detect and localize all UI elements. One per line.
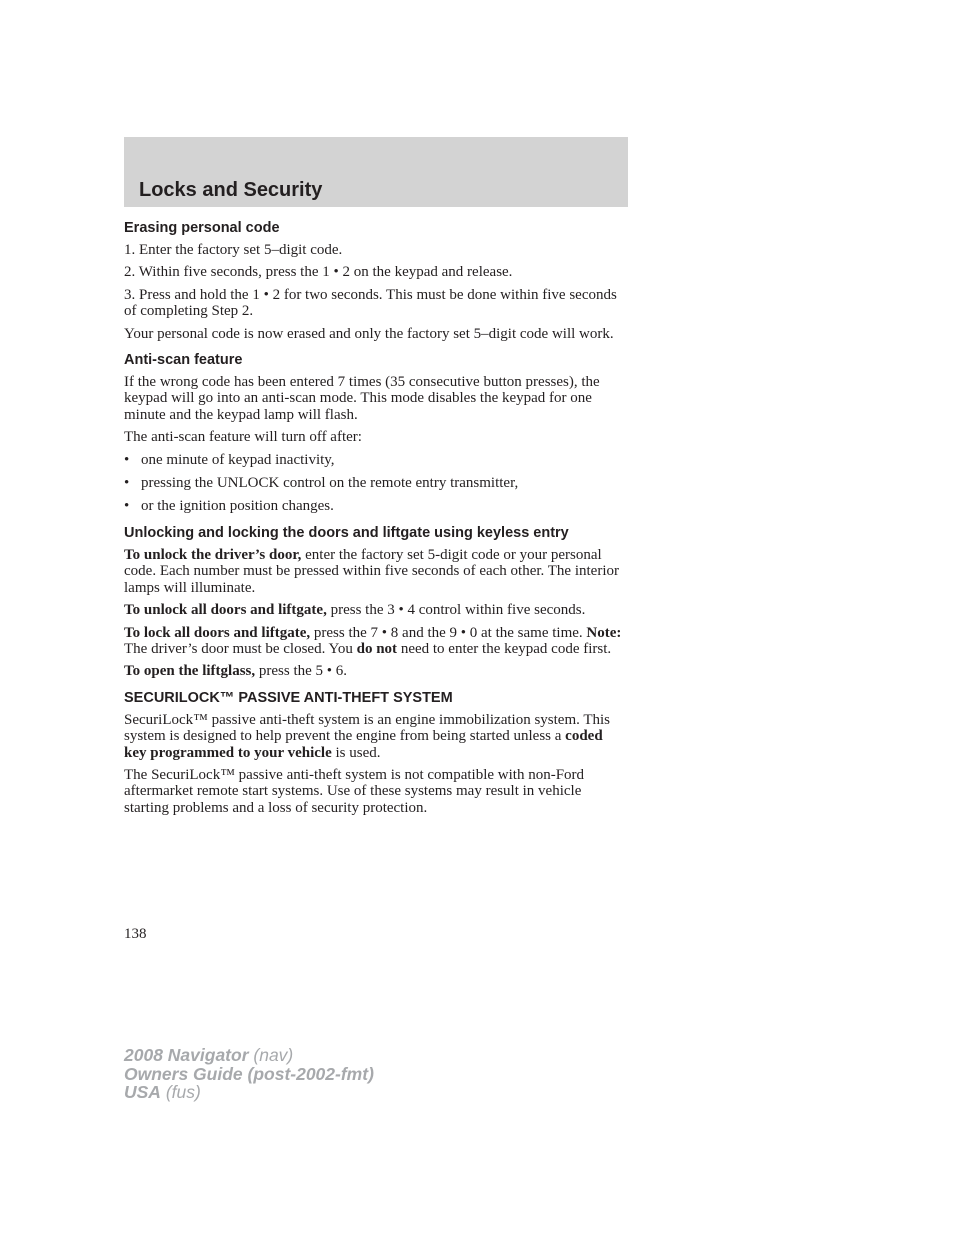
- heading-keyless-entry: Unlocking and locking the doors and liftgate using keyless entry: [124, 524, 569, 541]
- page-number: 138: [124, 926, 147, 942]
- bullet-icon: •: [124, 451, 130, 468]
- footer-line-3: [124, 1083, 374, 1102]
- emphasis-coded-key: coded key programmed to your vehicle: [124, 728, 603, 761]
- list-item: [124, 498, 628, 514]
- bullet-icon: •: [124, 498, 130, 515]
- footer-market-code: (fus): [160, 1082, 201, 1102]
- keyless-unlock-all-doors: [124, 602, 628, 618]
- paragraph-text: press the 3 • 4 control within five seconds.: [326, 602, 586, 619]
- heading-anti-scan-feature: Anti-scan feature: [124, 352, 243, 369]
- paragraph-text: SecuriLock™ passive anti-theft system is an engine immobilization system. This system is designed to help prevent the engine from being started unless a: [124, 711, 611, 745]
- document-footer: [124, 1046, 374, 1102]
- paragraph-text: press the 7 • 8 and the 9 • 0 at the same time.: [310, 624, 587, 641]
- bold-lead-in: To unlock the driver’s door,: [124, 546, 302, 563]
- erasing-step-2: 2. Within five seconds, press the 1 • 2 on the keypad and release.: [124, 264, 513, 281]
- note-label: Note:: [586, 624, 622, 641]
- paragraph-text: need to enter the keypad code first.: [397, 640, 612, 657]
- bold-lead-in: To unlock all doors and liftgate,: [124, 602, 327, 619]
- erasing-result: Your personal code is now erased and only the factory set 5–digit code will work.: [124, 325, 614, 342]
- footer-guide-name: Owners Guide (post-2002-fmt): [124, 1063, 374, 1084]
- footer-line-2: [124, 1065, 374, 1084]
- heading-erasing-personal-code: Erasing personal code: [124, 220, 280, 236]
- bold-lead-in: To open the liftglass,: [124, 663, 256, 680]
- paragraph-text: The driver’s door must be closed. You: [124, 640, 357, 657]
- keyless-open-liftglass: [124, 663, 628, 679]
- heading-securilock: SECURILOCK™ PASSIVE ANTI-THEFT SYSTEM: [124, 689, 453, 706]
- section-header-band: [124, 137, 628, 207]
- anti-scan-bullet-list: [124, 452, 628, 515]
- erasing-step-3: 3. Press and hold the 1 • 2 for two seconds. This must be done within five seconds of completing Step 2.: [124, 286, 617, 320]
- erasing-step-1: 1. Enter the factory set 5–digit code.: [124, 242, 343, 258]
- keyless-unlock-driver-door: [124, 547, 628, 596]
- paragraph-text: enter the factory set 5-digit code or your personal code. Each number must be pressed within five seconds of each other. The interior lamps will illuminate.: [124, 546, 619, 596]
- securilock-paragraph-1: [124, 712, 628, 761]
- bold-lead-in: To lock all doors and liftgate,: [124, 624, 311, 641]
- list-item-text: or the ignition position changes.: [141, 498, 334, 515]
- footer-market: USA: [124, 1082, 161, 1102]
- page-content: [124, 219, 628, 822]
- list-item-text: pressing the UNLOCK control on the remote entry transmitter,: [141, 475, 519, 492]
- footer-model-code: (nav): [248, 1045, 294, 1065]
- keyless-lock-all-doors: [124, 625, 628, 658]
- list-item-text: one minute of keypad inactivity,: [141, 451, 335, 468]
- paragraph-text: is used.: [331, 744, 381, 761]
- footer-model: 2008 Navigator: [124, 1045, 249, 1065]
- footer-line-1: [124, 1046, 374, 1065]
- paragraph-text: press the 5 • 6.: [255, 663, 348, 680]
- chapter-title: Locks and Security: [139, 179, 323, 201]
- list-item: [124, 475, 628, 491]
- list-item: [124, 452, 628, 468]
- anti-scan-paragraph-1: If the wrong code has been entered 7 times (35 consecutive button presses), the keypad will go into an anti-scan mode. This mode disables the keypad for one minute and the keypad lamp will flash.: [124, 374, 600, 423]
- anti-scan-paragraph-2: The anti-scan feature will turn off after:: [124, 429, 362, 446]
- bullet-icon: •: [124, 475, 130, 492]
- securilock-paragraph-2: The SecuriLock™ passive anti-theft system is not compatible with non-Ford aftermarket remote start systems. Use of these systems may result in vehicle starting problems and a loss of security protection.: [124, 766, 585, 816]
- emphasis-do-not: do not: [356, 640, 398, 657]
